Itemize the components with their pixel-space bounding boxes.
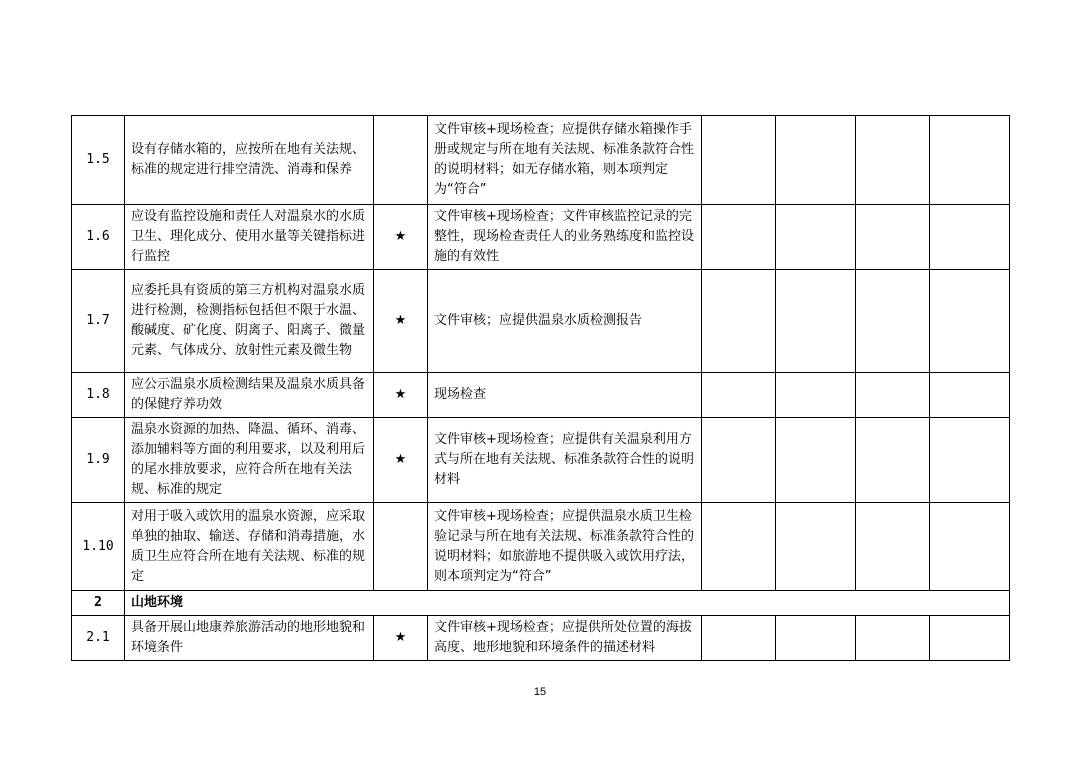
requirement-cell: 应设有监控设施和责任人对温泉水的水质卫生、理化成分、使用水量等关键指标进行监控 xyxy=(125,205,374,270)
star-mark xyxy=(374,116,428,205)
blank-cell xyxy=(856,503,930,591)
blank-cell xyxy=(702,418,776,503)
blank-cell xyxy=(776,503,856,591)
blank-cell xyxy=(930,418,1010,503)
table-row xyxy=(72,205,1010,270)
blank-cell xyxy=(776,270,856,373)
blank-cell xyxy=(702,270,776,373)
table-row xyxy=(72,116,1010,205)
row-number: 1.6 xyxy=(72,205,125,270)
row-number: 1.9 xyxy=(72,418,125,503)
method-cell: 文件审核+现场检查；应提供温泉水质卫生检验记录与所在地有关法规、标准条款符合性的说明材料；如旅游地不提供吸入或饮用疗法，则本项判定为“符合” xyxy=(428,503,702,591)
requirement-cell: 温泉水资源的加热、降温、循环、消毒、添加辅料等方面的利用要求，以及利用后的尾水排放要求，应符合所在地有关法规、标准的规定 xyxy=(125,418,374,503)
blank-cell xyxy=(930,616,1010,661)
star-mark: ★ xyxy=(374,205,428,270)
blank-cell xyxy=(856,116,930,205)
requirement-cell: 对用于吸入或饮用的温泉水资源，应采取单独的抽取、输送、存储和消毒措施，水质卫生应符合所在地有关法规、标准的规定 xyxy=(125,503,374,591)
star-mark: ★ xyxy=(374,270,428,373)
blank-cell xyxy=(702,116,776,205)
blank-cell xyxy=(930,116,1010,205)
blank-cell xyxy=(930,270,1010,373)
blank-cell xyxy=(856,270,930,373)
blank-cell xyxy=(702,205,776,270)
method-cell: 现场检查 xyxy=(428,373,702,418)
table-row xyxy=(72,503,1010,591)
blank-cell xyxy=(702,616,776,661)
blank-cell xyxy=(702,373,776,418)
blank-cell xyxy=(776,616,856,661)
requirement-cell: 应委托具有资质的第三方机构对温泉水质进行检测，检测指标包括但不限于水温、酸碱度、矿化度、阴离子、阳离子、微量元素、气体成分、放射性元素及微生物 xyxy=(125,270,374,373)
row-number: 1.8 xyxy=(72,373,125,418)
method-cell: 文件审核+现场检查；应提供所处位置的海拔高度、地形地貌和环境条件的描述材料 xyxy=(428,616,702,661)
section-number: 2 xyxy=(72,591,125,616)
blank-cell xyxy=(856,373,930,418)
star-mark: ★ xyxy=(374,616,428,661)
method-cell: 文件审核+现场检查；应提供存储水箱操作手册或规定与所在地有关法规、标准条款符合性的说明材料；如无存储水箱，则本项判定为“符合” xyxy=(428,116,702,205)
blank-cell xyxy=(930,373,1010,418)
row-number: 1.7 xyxy=(72,270,125,373)
page-number: 15 xyxy=(533,686,547,698)
criteria-table xyxy=(71,115,1010,661)
star-mark: ★ xyxy=(374,373,428,418)
blank-cell xyxy=(776,205,856,270)
blank-cell xyxy=(930,503,1010,591)
star-mark xyxy=(374,503,428,591)
section-title: 山地环境 xyxy=(125,591,1010,616)
requirement-cell: 具备开展山地康养旅游活动的地形地貌和环境条件 xyxy=(125,616,374,661)
method-cell: 文件审核+现场检查；文件审核监控记录的完整性，现场检查责任人的业务熟练度和监控设施的有效性 xyxy=(428,205,702,270)
method-cell: 文件审核；应提供温泉水质检测报告 xyxy=(428,270,702,373)
method-cell: 文件审核+现场检查；应提供有关温泉利用方式与所在地有关法规、标准条款符合性的说明材料 xyxy=(428,418,702,503)
table-row xyxy=(72,616,1010,661)
blank-cell xyxy=(702,503,776,591)
blank-cell xyxy=(930,205,1010,270)
blank-cell xyxy=(776,418,856,503)
blank-cell xyxy=(856,205,930,270)
blank-cell xyxy=(776,116,856,205)
row-number: 1.10 xyxy=(72,503,125,591)
star-mark: ★ xyxy=(374,418,428,503)
blank-cell xyxy=(856,418,930,503)
table-row xyxy=(72,418,1010,503)
section-row xyxy=(72,591,1010,616)
table-row xyxy=(72,373,1010,418)
requirement-cell: 设有存储水箱的，应按所在地有关法规、标准的规定进行排空清洗、消毒和保养 xyxy=(125,116,374,205)
blank-cell xyxy=(776,373,856,418)
requirement-cell: 应公示温泉水质检测结果及温泉水质具备的保健疗养功效 xyxy=(125,373,374,418)
row-number: 1.5 xyxy=(72,116,125,205)
table-row xyxy=(72,270,1010,373)
row-number: 2.1 xyxy=(72,616,125,661)
blank-cell xyxy=(856,616,930,661)
